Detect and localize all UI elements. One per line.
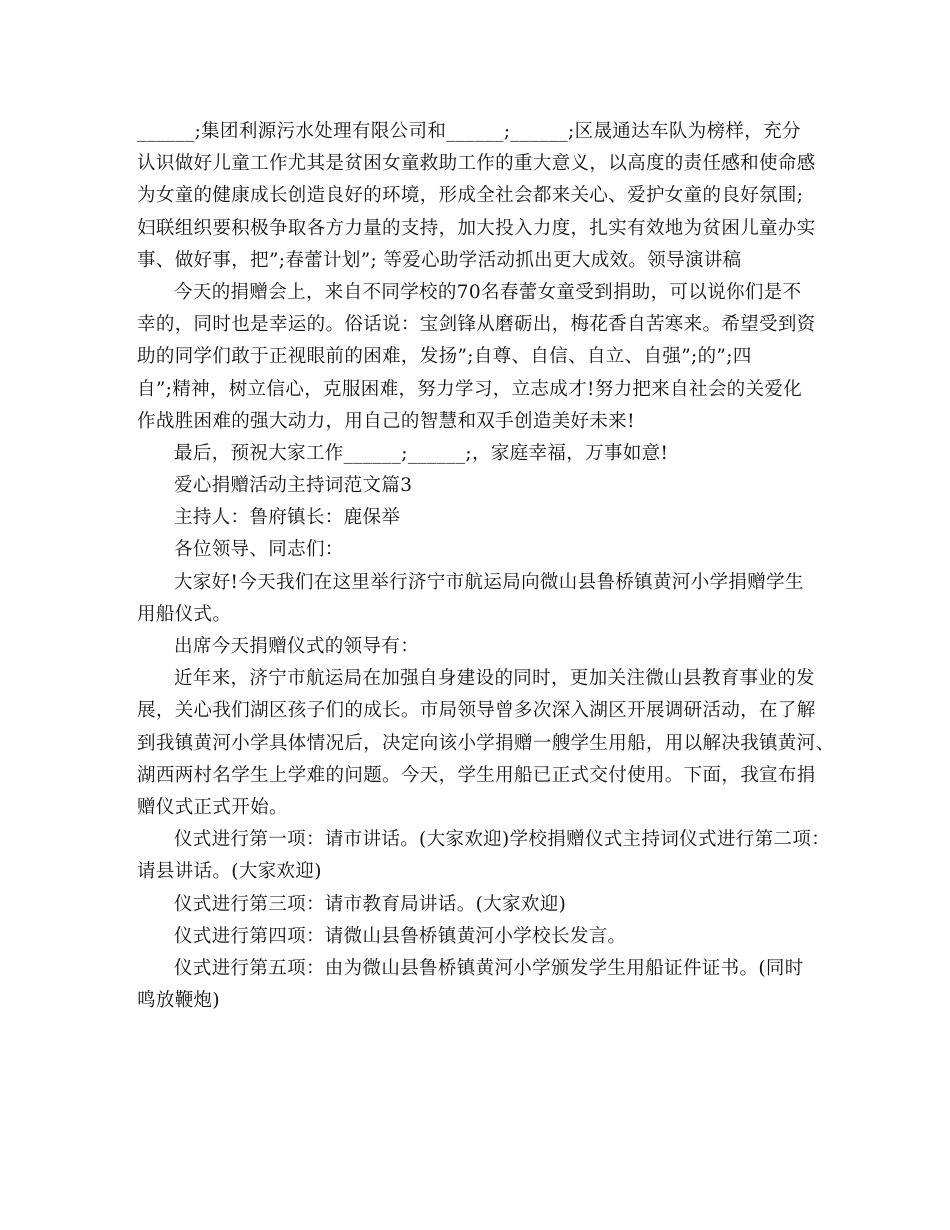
text-line: 助的同学们敢于正视眼前的困难，发扬”;自尊、自信、自立、自强”;的”;四 (137, 346, 752, 368)
text-line: 湖西两村名学生上学难的问题。今天，学生用船已正式交付使用。下面，我宣布捐 (137, 764, 816, 786)
text-line: 最后，预祝大家工作______;______;，家庭幸福，万事如意! (174, 442, 669, 464)
text-line: 为女童的健康成长创造良好的环境，形成全社会都来关心、爱护女童的良好氛围; (137, 185, 804, 207)
text-line: 主持人：鲁府镇长：鹿保举 (174, 507, 401, 529)
text-line: 认识做好儿童工作尤其是贫困女童救助工作的重大意义，以高度的责任感和使命感 (137, 153, 816, 175)
text-line: 仪式进行第五项：由为微山县鲁桥镇黄河小学颁发学生用船证件证书。(同时 (174, 957, 804, 979)
text-line: 作战胜困难的强大动力，用自己的智慧和双手创造美好未来! (137, 410, 635, 432)
text-line: 幸的，同时也是幸运的。俗话说：宝剑锋从磨砺出，梅花香自苦寒来。希望受到资 (137, 314, 816, 336)
text-line: 到我镇黄河小学具体情况后，决定向该小学捐赠一艘学生用船，用以解决我镇黄河、 (137, 732, 835, 754)
text-line: 鸣放鞭炮) (137, 990, 220, 1012)
document-body (137, 116, 835, 1017)
text-line: 展，关心我们湖区孩子们的成长。市局领导曾多次深入湖区开展调研活动，在了解 (137, 700, 816, 722)
section-heading: 爱心捐赠活动主持词范文篇3 (174, 475, 413, 497)
text-line: 大家好!今天我们在这里举行济宁市航运局向微山县鲁桥镇黄河小学捐赠学生 (174, 571, 804, 593)
text-line: 事、做好事，把”;春蕾计划”; 等爱心助学活动抓出更大成效。领导演讲稿 (137, 249, 742, 271)
text-line: 请县讲话。(大家欢迎) (137, 861, 322, 883)
text-line: 仪式进行第三项：请市教育局讲话。(大家欢迎) (174, 893, 567, 915)
text-line: 仪式进行第一项：请市讲话。(大家欢迎)学校捐赠仪式主持词仪式进行第二项： (174, 829, 831, 851)
text-line: 自”;精神，树立信心，克服困难，努力学习，立志成才!努力把来自社会的关爱化 (137, 378, 803, 400)
text-line: 用船仪式。 (137, 603, 232, 625)
text-line: 近年来，济宁市航运局在加强自身建设的同时，更加关注微山县教育事业的发 (174, 668, 815, 690)
text-line: 出席今天捐赠仪式的领导有： (174, 636, 420, 657)
text-line: 各位领导、同志们： (174, 539, 344, 561)
text-line: 赠仪式正式开始。 (137, 796, 288, 818)
text-line: 仪式进行第四项：请微山县鲁桥镇黄河小学校长发言。 (174, 925, 627, 947)
text-line: 妇联组织要积极争取各方力量的支持，加大投入力度，扎实有效地为贫困儿童办实 (137, 217, 816, 239)
text-line: ______;集团利源污水处理有限公司和______;______;区晟通达车队为榜样，充分 (137, 121, 801, 142)
text-line: 今天的捐赠会上，来自不同学校的70名春蕾女童受到捐助，可以说你们是不 (174, 281, 802, 303)
